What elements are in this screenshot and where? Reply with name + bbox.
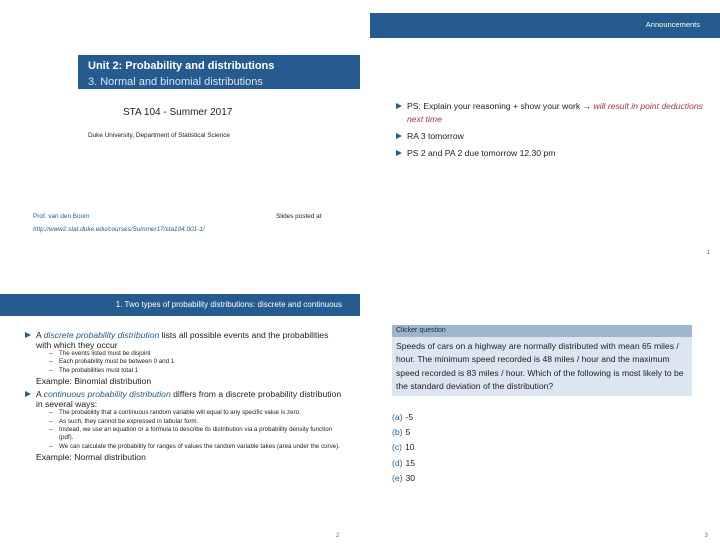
slide-content bbox=[25, 330, 342, 465]
option-label: (b) bbox=[392, 427, 403, 438]
slide-title: Announcements bbox=[645, 20, 700, 29]
option-label: (a) bbox=[392, 412, 403, 422]
distribution-types-slide bbox=[0, 280, 360, 557]
course-url[interactable]: http://www2.stat.duke.edu/courses/Summer17/sta104.001-1/ bbox=[33, 226, 205, 233]
title-slide bbox=[0, 0, 360, 280]
answer-option-d[interactable] bbox=[392, 456, 415, 471]
question-text: Speeds of cars on a highway are normally distributed with mean 65 miles / hour. The minimum speed recorded is 48 miles / hour and the maximum speed recorded is 83 miles / hour. Which of the following is most likely to be the standard deviation of the distribution? bbox=[392, 337, 692, 396]
option-label: (c) bbox=[392, 442, 403, 453]
course-name: STA 104 - Summer 2017 bbox=[123, 107, 233, 118]
question-block bbox=[392, 325, 692, 396]
bullet-triangle-icon bbox=[396, 103, 402, 109]
unit-title: Unit 2: Probability and distributions bbox=[88, 60, 275, 72]
bullet-triangle-icon bbox=[396, 150, 402, 156]
list-item: – We can calculate the probability for ranges of values the random variable takes (area under the curve). bbox=[49, 443, 342, 451]
answer-option-b[interactable] bbox=[392, 425, 415, 440]
list-item: – The probabilities must total 1 bbox=[49, 367, 342, 375]
list-item bbox=[396, 147, 710, 160]
bullet-text: lists all possible events and the probabilities with which they occur bbox=[36, 330, 329, 350]
option-value: 15 bbox=[405, 457, 416, 468]
lecture-subtitle: 3. Normal and binomial distributions bbox=[88, 76, 263, 88]
option-value: 10 bbox=[405, 442, 415, 453]
list-item: – The probability that a continuous random variable will equal to any specific value is zero. bbox=[49, 409, 342, 417]
title-banner bbox=[78, 55, 360, 89]
item-warning: will result in point deductions next time bbox=[407, 101, 703, 124]
list-item: – As such, they cannot be expressed in tabular form. bbox=[49, 418, 342, 426]
list-item: – Each probability must be between 0 and 1 bbox=[49, 358, 342, 366]
item-text: PS: Explain your reasoning + show your work → bbox=[407, 101, 594, 111]
page-number: 3 bbox=[704, 533, 708, 539]
option-label: (e) bbox=[392, 472, 403, 483]
list-item: – Instead, we use an equation or a formula to describe its distribution via a probability density function (pdf). bbox=[49, 426, 342, 443]
bullet-triangle-icon bbox=[25, 391, 31, 397]
announcements-slide bbox=[370, 0, 720, 280]
slide-header-bar bbox=[0, 294, 360, 316]
continuous-example: Example: Normal distribution bbox=[36, 452, 146, 463]
answer-option-a[interactable] bbox=[392, 410, 415, 425]
announcement-list bbox=[396, 100, 710, 164]
discrete-bullet bbox=[25, 330, 342, 350]
answer-option-e[interactable] bbox=[392, 471, 415, 486]
option-value: -5 bbox=[405, 412, 414, 422]
item-text: PS 2 and PA 2 due tomorrow 12.30 pm bbox=[407, 147, 556, 158]
option-label: (d) bbox=[392, 457, 403, 468]
continuous-bullet bbox=[25, 389, 342, 409]
list-item bbox=[396, 100, 710, 125]
discrete-term: discrete probability distribution bbox=[43, 330, 160, 340]
list-item: – The events listed must be disjoint bbox=[49, 350, 342, 358]
continuous-sublist bbox=[25, 409, 342, 451]
bullet-prefix: A bbox=[36, 389, 44, 400]
option-value: 30 bbox=[405, 472, 416, 483]
clicker-question-slide bbox=[370, 280, 720, 557]
page-number: 2 bbox=[336, 533, 340, 539]
professor-name: Prof. van den Boom bbox=[33, 213, 90, 220]
bullet-prefix: A bbox=[36, 330, 44, 340]
option-value: 5 bbox=[405, 427, 411, 438]
bullet-text: differs from a discrete probability distribution in several ways: bbox=[36, 389, 342, 410]
item-text: RA 3 tomorrow bbox=[407, 130, 464, 141]
discrete-example: Example: Binomial distribution bbox=[36, 376, 152, 387]
list-item bbox=[396, 130, 710, 143]
slide-title: 1. Two types of probability distributions: discrete and continuous bbox=[115, 300, 342, 309]
answer-options bbox=[392, 410, 415, 486]
answer-option-c[interactable] bbox=[392, 440, 415, 455]
discrete-sublist bbox=[25, 350, 342, 375]
page-number: 1 bbox=[706, 250, 710, 256]
continuous-term: continuous probability distribution bbox=[43, 389, 171, 400]
bullet-triangle-icon bbox=[25, 332, 31, 338]
department: Duke University, Department of Statistical Science bbox=[88, 132, 230, 139]
bullet-triangle-icon bbox=[396, 133, 402, 139]
block-header: Clicker question bbox=[392, 325, 692, 337]
slide-header-bar bbox=[370, 13, 720, 38]
slides-note: Slides posted at bbox=[276, 213, 322, 220]
